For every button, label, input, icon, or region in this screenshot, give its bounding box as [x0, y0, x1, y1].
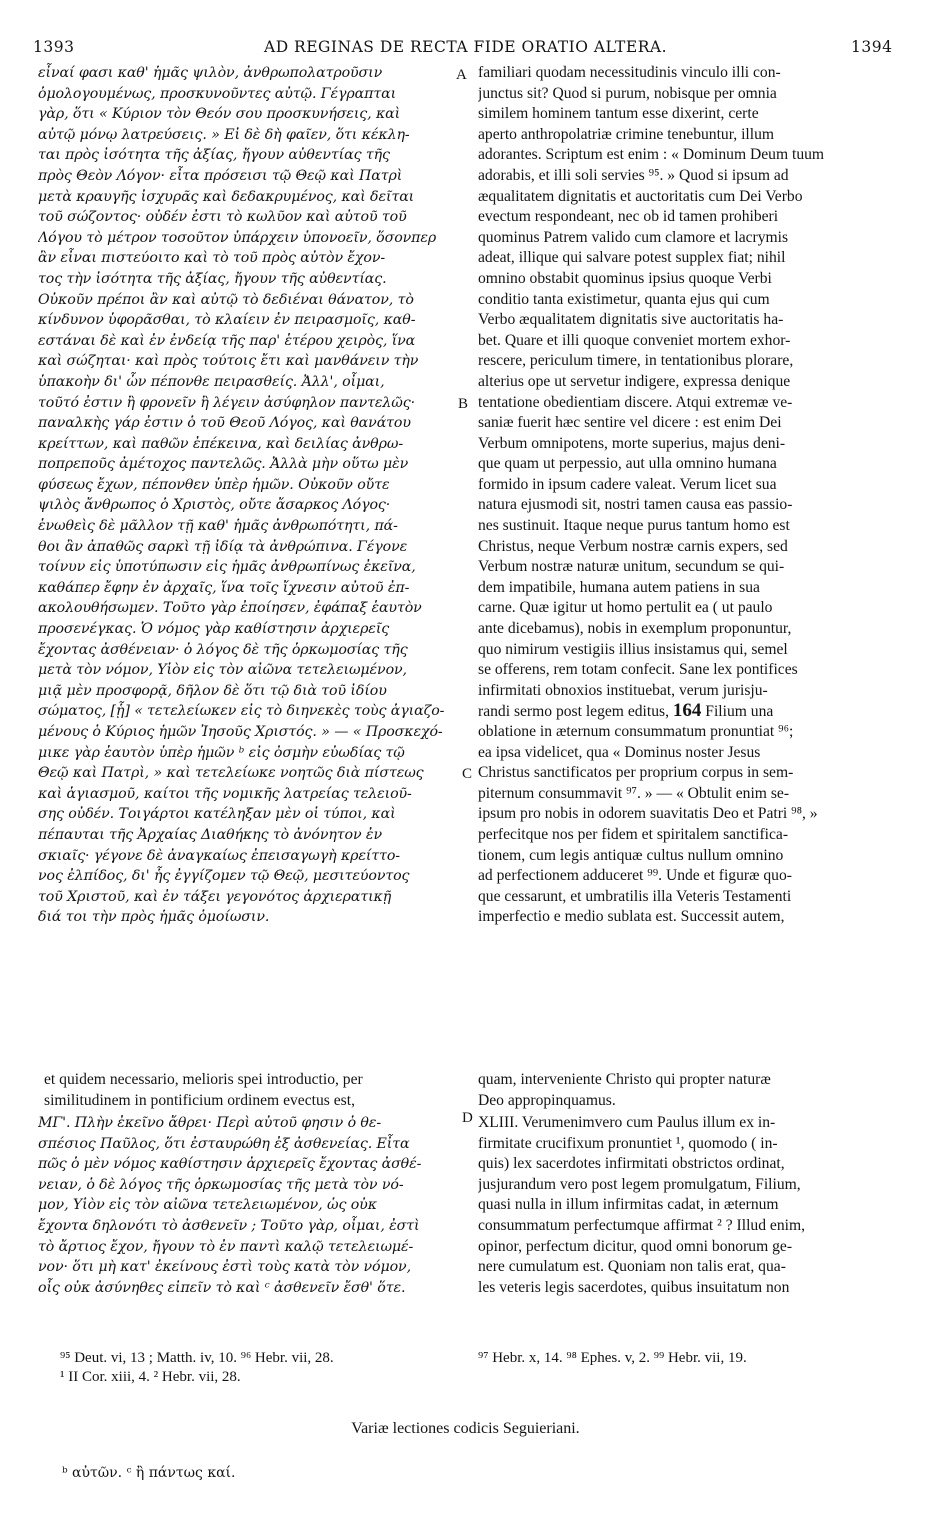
greek-line: τοῦτό ἐστιν ἢ φρονεῖν ἢ λέγειν ἀσύφηλον παντελῶς· — [38, 394, 416, 411]
latin-line: aperto anthropolatriæ crimine tenebuntur, illum — [478, 125, 775, 143]
greek-line: καὶ ἁγιασμοῦ, καίτοι τῆς νομικῆς λατρείας τελειοῦ- — [38, 785, 412, 802]
latin-line: Christus sanctificatos per proprium corpus in sem- — [478, 764, 794, 782]
greek-line: ψιλὸς ἄνθρωπος ὁ Χριστὸς, οὔτε ἄσαρκος Λόγος· — [38, 497, 391, 514]
greek-line: ται πρὸς ἰσότητα τῆς ἀξίας, ἤγουν αὐθεντίας τῆς — [38, 147, 390, 164]
greek-line: ΜΓ'. Πλὴν ἐκεῖνο ἄθρει· Περὶ αὐτοῦ φησιν ὁ θε- — [38, 1115, 382, 1131]
greek-line: τοῦ Χριστοῦ, καὶ ἐν τάξει γεγονότος ἀρχιερατικῇ — [38, 888, 392, 905]
latin-line: dem impatibile, humana autem patiens in sua — [478, 578, 760, 596]
latin-line: se offerens, rem totam confecit. Sane lex pontifices — [478, 661, 798, 679]
greek-line: φύσεως ἔχων, πέπονθεν ὑπὲρ ἡμῶν. Οὐκοῦν οὔτε — [38, 476, 390, 493]
variae-note: ᵇ αὐτῶν. ᶜ ἢ πάντως καί. — [62, 1465, 236, 1481]
latin-line: que quam ut perpessio, aut ulla omnino humana — [478, 455, 777, 473]
latin-line: omnino obstabit quominus ipsius quoque Verbi — [478, 269, 772, 287]
greek-line: ὑπακοὴν δι' ὧν πέπονθε πειρασθείς. Ἀλλ', οἶμαι, — [38, 373, 385, 390]
greek-line: καὶ σώζηται· καὶ πρὸς τούτοις ἔτι καὶ μανθάνειν τὴν — [38, 353, 419, 370]
margin-letter-b: B — [458, 396, 469, 412]
latin-line: familiari quodam necessitudinis vinculo illi con- — [478, 64, 781, 81]
latin-line: natura ejusmodi sit, nostri tamen causa eas passio- — [478, 496, 793, 514]
margin-letter-c: C — [462, 766, 473, 782]
latin-line: evectum respondeant, nec ob id tamen prohiberi — [478, 208, 779, 226]
full-line-1-left: et quidem necessario, melioris spei introductio, per — [44, 1071, 363, 1088]
page-number-right: 1394 — [851, 38, 893, 56]
latin-line: Verbo æqualitatem dignitatis sive auctoritatis ha- — [478, 311, 784, 329]
latin-line: opinor, perfectum dicitur, quod omni bonorum ge- — [478, 1237, 793, 1255]
greek-line: ακολουθήσωμεν. Τοῦτο γὰρ ἐποίησεν, ἐφάπαξ ἑαυτὸν — [38, 600, 422, 617]
page-number-left: 1393 — [33, 38, 75, 56]
variae-title: Variæ lectiones codicis Seguieriani. — [351, 1420, 580, 1437]
latin-line: jusjurandum vero post legem promulgatum, Filium, — [478, 1175, 801, 1193]
greek-line: πέπαυται τῆς Ἀρχαίας Διαθήκης τὸ ἀνόνητον ἐν — [38, 826, 382, 843]
greek-line: οἷς οὐκ ἀσύνηθες εἰπεῖν τὸ καὶ ᶜ ἀσθενεῖν ἔσθ' ὅτε. — [38, 1279, 406, 1296]
latin-line: quasi nulla in illum infirmitas cadat, in æternum — [478, 1196, 779, 1214]
column-number-after: Filium una — [701, 703, 774, 721]
full-line-1-right: quam, interveniente Christo qui propter naturæ — [478, 1071, 771, 1088]
latin-column — [478, 63, 898, 928]
greek-line: ἂν εἶναι πιστεύοιτο καὶ τὸ τοῦ πρὸς αὐτὸν ἔχον- — [38, 250, 386, 267]
greek-column — [38, 63, 458, 928]
greek-line: αὐτῷ μόνῳ λατρεύσεις. » Εἰ δὲ δὴ φαῖεν, ὅτι κέκλη- — [38, 126, 410, 143]
greek-line: ποπρεποῦς ἀμέτοχος παντελῶς. Ἀλλὰ μὴν οὕτω μὲν — [38, 456, 409, 473]
latin-line: les veteris legis sacerdotes, quibus insuitatum non — [478, 1278, 790, 1296]
latin-line: nere cumulatum est. Quoniam non talis erat, qua- — [478, 1258, 786, 1276]
greek-line: ἔχοντας ἀσθένειαν· ὁ λόγος δὲ τῆς ὁρκωμοσίας τῆς — [38, 641, 408, 658]
latin-line: quis) lex sacerdotes infirmitati obstrictos ordinat, — [478, 1155, 785, 1173]
latin-line: oblatione in æternum consummatum pronuntiat ⁹⁶; — [478, 723, 794, 740]
running-title: AD REGINAS DE RECTA FIDE ORATIO ALTERA. — [264, 38, 667, 56]
greek-line: καθάπερ ἔφην ἐν ἀρχαῖς, ἵνα τοῖς ἴχνεσιν αὐτοῦ ἐπ- — [38, 579, 410, 596]
full-line-2-right: Deo appropinquamus. — [478, 1092, 616, 1109]
greek-line: ἑνωθεὶς δὲ μᾶλλον τῇ καθ' ἡμᾶς ἀνθρωπότητι, πά- — [38, 518, 398, 535]
latin-line: adeat, illique qui salvare potest supplex fiat; nihil — [478, 249, 786, 267]
greek-line: Θεῷ καὶ Πατρὶ, » καὶ τετελείωκε νοητῶς διὰ πίστεως — [38, 765, 424, 782]
latin-line: ipsum pro nobis in odorem suavitatis Deo et Patri ⁹⁸, » — [478, 805, 818, 823]
footnotes-line-1-left: ⁹⁵ Deut. vi, 13 ; Matth. iv, 10. ⁹⁶ Hebr. vii, 28. — [60, 1350, 334, 1366]
greek-line: πῶς ὁ μὲν νόμος καθίστησιν ἀρχιερεῖς ἔχοντας ἀσθέ- — [38, 1156, 422, 1173]
margin-letter-a: A — [456, 67, 467, 83]
latin-line: que cessarunt, et umbratilis illa Veteris Testamenti — [478, 887, 792, 905]
footnotes-line-2: ¹ II Cor. xiii, 4. ² Hebr. vii, 28. — [60, 1369, 241, 1385]
latin-line: imperfectio e medio sublata est. Successit autem, — [478, 908, 785, 926]
latin-line: ad perfectionem adduceret ⁹⁹. Unde et figuræ quo- — [478, 867, 792, 885]
latin-line: XLIII. Verumenimvero cum Paulus illum ex in- — [478, 1114, 776, 1131]
latin-line: Verbum nostræ naturæ unitum, secundum se qui- — [478, 558, 785, 576]
greek-line: εστάναι δὲ καὶ ἐν ἐνδείᾳ τῆς παρ' ἑτέρου χειρὸς, ἵνα — [38, 332, 416, 349]
latin-line: nes sustinuit. Itaque neque purus tantum homo est — [478, 517, 790, 535]
greek-line: νος ἐλπίδος, δι' ἧς ἐγγίζομεν τῷ Θεῷ, μεσιτεύοντος — [38, 868, 410, 885]
greek-line: κρείττων, καὶ παθῶν ἐπέκεινα, καὶ δειλίας ἀνθρω- — [38, 435, 404, 452]
greek-line: μετὰ τὸν νόμον, Υἱὸν εἰς τὸν αἰῶνα τετελειωμένον, — [38, 662, 407, 679]
latin-line: adorabis, et illi soli servies ⁹⁵. » Quod si ipsum ad — [478, 166, 789, 184]
greek-line: εἶναί φασι καθ' ἡμᾶς ψιλὸν, ἀνθρωπολατροῦσιν — [38, 65, 383, 81]
greek-column-lower — [38, 1113, 458, 1298]
greek-line: γὰρ, ὅτι « Κύριον τὸν Θεόν σου προσκυνήσεις, καὶ — [38, 106, 401, 123]
latin-line: formido in ipsum cadere valeat. Verum licet sua — [478, 475, 777, 493]
greek-line: ὁμολογουμένως, προσκυνοῦντες αὐτῷ. Γέγραπται — [38, 85, 397, 102]
latin-line: Verbum omnipotens, morte superius, majus deni- — [478, 434, 786, 452]
greek-line: σπέσιος Παῦλος, ὅτι ἐσταυρώθη ἐξ ἀσθενείας. Εἶτα — [38, 1135, 410, 1152]
latin-line: similem hominem tantum esse dixerint, certe — [478, 105, 759, 123]
latin-line: æqualitatem dignitatis et auctoritatis cum Dei Verbo — [478, 187, 803, 205]
latin-line: carne. Quæ igitur ut homo pertulit ea ( ut paulo — [478, 599, 773, 617]
latin-line: adorantes. Scriptum est enim : « Dominum Deum tuum — [478, 146, 825, 164]
latin-line: rescere, periculum timere, in tentationibus plorare, — [478, 352, 794, 370]
latin-line: junctus sit? Quod si purum, nobisque per omnia — [478, 84, 777, 102]
latin-line: tentatione obedientiam discere. Atqui extremæ ve- — [478, 393, 793, 411]
greek-line: σώματος, [ᾗ] « τετελείωκεν εἰς τὸ διηνεκὲς τοὺς ἁγιαζο- — [38, 703, 445, 720]
latin-line: quo nimirum vestigiis illius insistamus qui, semel — [478, 640, 788, 658]
greek-line: μένους ὁ Κύριος ἡμῶν Ἰησοῦς Χριστός. » — « Προσκεχό- — [38, 724, 443, 740]
greek-line: προσενέγκας. Ὁ νόμος γὰρ καθίστησιν ἀρχιερεῖς — [38, 621, 390, 638]
greek-line: πρὸς Θεὸν Λόγον· εἶτα πρόσεισι τῷ Θεῷ καὶ Πατρὶ — [38, 167, 403, 184]
greek-line: τοίνυν εἰς ὑποτύπωσιν εἰς ἡμᾶς ἀνθρωπίνως ἐκεῖνα, — [38, 559, 416, 576]
greek-line: τος τὴν ἰσότητα τῆς ἀξίας, ἤγουν τῆς αὐθεντίας. — [38, 270, 387, 287]
footnotes-line-1-right: ⁹⁷ Hebr. x, 14. ⁹⁸ Ephes. v, 2. ⁹⁹ Hebr. vii, 19. — [478, 1350, 747, 1366]
greek-line: νειαν, ὁ δὲ λόγος τῆς ὁρκωμοσίας τῆς μετὰ τὸν νό- — [38, 1176, 404, 1193]
latin-line: ante dicebamus), nobis in exemplum proponuntur, — [478, 620, 792, 638]
greek-line: τοῦ σώζοντος· οὐδέν ἐστι τὸ κωλῦον καὶ αὐτοῦ τοῦ — [38, 209, 407, 226]
greek-line: ἔχοντα δηλονότι τὸ ἀσθενεῖν ; Τοῦτο γὰρ, οἶμαι, ἐστὶ — [38, 1217, 420, 1234]
latin-line: alterius ope ut servetur indigere, expressa denique — [478, 372, 791, 390]
greek-line: Οὐκοῦν πρέποι ἂν καὶ αὐτῷ τὸ δεδιέναι θάνατον, τὸ — [38, 291, 414, 308]
full-line-2-left: similitudinem in pontificium ordinem evectus est, — [44, 1092, 355, 1109]
greek-line: διά τοι τὴν πρὸς ἡμᾶς ὁμοίωσιν. — [38, 909, 270, 926]
greek-line: Λόγου τὸ μέτρον τοσοῦτον ὑπάρχειν ὑπονοεῖν, ὅσονπερ — [38, 229, 437, 246]
greek-line: μικε γὰρ ἑαυτὸν ὑπὲρ ἡμῶν ᵇ εἰς ὀσμὴν εὐωδίας τῷ — [38, 744, 405, 761]
column-number: 164 — [672, 701, 702, 722]
latin-line: randi sermo post legem editus, 164 Filium una — [478, 701, 774, 722]
greek-line: παναλκὴς γάρ ἐστιν ὁ τοῦ Θεοῦ Λόγος, καὶ θανάτου — [38, 415, 411, 432]
greek-line: μιᾷ μὲν προσφορᾷ, δῆλον δὲ ὅτι τῷ διὰ τοῦ ἰδίου — [38, 682, 387, 699]
latin-line: conditio tanta existimetur, quanta ejus qui cum — [478, 290, 770, 308]
latin-line: tionem, cum legis antiquæ cultus nullum omnino — [478, 846, 784, 864]
latin-line: quominus Patrem valido cum clamore et lacrymis — [478, 228, 789, 246]
greek-line: κίνδυνον ὑφορᾶσθαι, τὸ κλαίειν ἐν πειρασμοῖς, καθ- — [38, 312, 416, 329]
latin-column-lower — [478, 1113, 898, 1298]
greek-line: νον· ὅτι μὴ κατ' ἐκείνους ἐστὶ τοὺς κατὰ τὸν νόμον, — [38, 1259, 411, 1276]
latin-line: consummatum perfectumque affirmat ² ? Illud enim, — [478, 1216, 805, 1234]
latin-line: firmitate crucifixum pronuntiet ¹, quomodo ( in- — [478, 1134, 778, 1152]
latin-line: piternum consummavit ⁹⁷. » — « Obtulit enim se- — [478, 784, 790, 802]
greek-line: θοι ἂν ἀπαθῶς σαρκὶ τῇ ἰδίᾳ τὰ ἀνθρώπινα. Γέγονε — [38, 538, 408, 555]
greek-line: μον, Υἱὸν εἰς τὸν αἰῶνα τετελειωμένον, ὡς οὐκ — [38, 1197, 377, 1214]
latin-line: saniæ fuerit hæc sentire vel dicere : est enim Dei — [478, 414, 782, 432]
margin-letter-d: D — [462, 1110, 473, 1126]
latin-line: bet. Quare et illi quoque conveniet mortem exhor- — [478, 331, 791, 349]
greek-line: μετὰ κραυγῆς ἰσχυρᾶς καὶ δεδακρυμένος, καὶ δεῖται — [38, 188, 415, 205]
greek-line: σκιαῖς· γέγονε δὲ ἀναγκαίως ἐπεισαγωγὴ κρείττο- — [38, 847, 400, 864]
latin-line: infirmitati obnoxios instituebat, verum jurisju- — [478, 681, 768, 699]
latin-line: Christus, neque Verbum nostræ carnis expers, sed — [478, 537, 788, 555]
greek-line: τὸ ἄρτιος ἔχον, ἤγουν τὸ ἐν παντὶ καλῷ τετελειωμέ- — [38, 1238, 414, 1255]
greek-line: σης οὐδέν. Τοιγάρτοι κατέληξαν μὲν οἱ τύποι, καὶ — [38, 806, 396, 823]
latin-line: perfecitque nos per fidem et spiritalem sanctifica- — [478, 825, 789, 843]
latin-line: ea ipsa videlicet, qua « Dominus noster Jesus — [478, 743, 761, 761]
